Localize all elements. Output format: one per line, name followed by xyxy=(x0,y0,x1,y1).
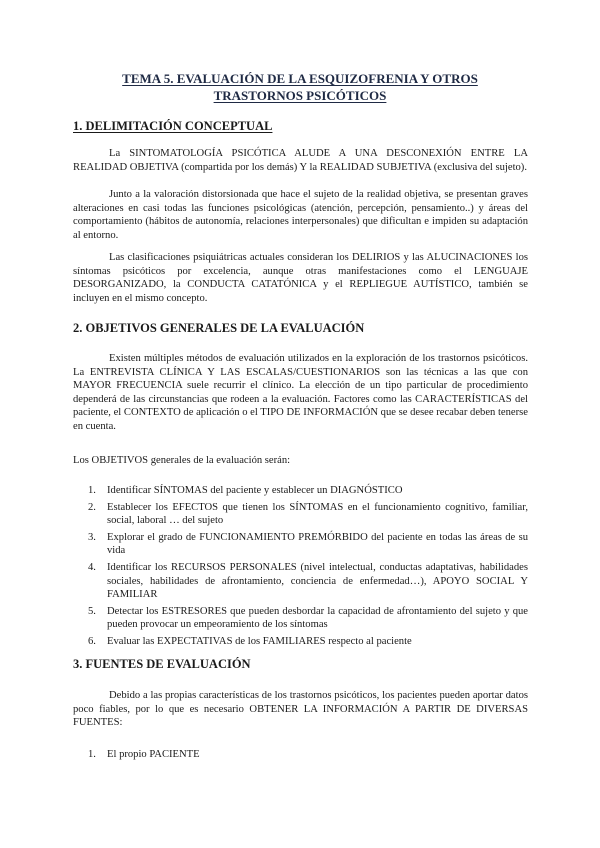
section-3-paragraph: Debido a las propias características de los trastornos psicóticos, los pacientes pueden aportar datos poco fiables, por lo que es necesario OBTENER LA INFORMACIÓN A PARTIR DE DIVERSAS FUENTES: xyxy=(73,690,528,729)
document-title xyxy=(60,70,540,104)
objectives-list xyxy=(73,484,528,652)
list-item: 2. Establecer los EFECTOS que tienen los SÍNTOMAS en el funcionamiento cognitivo, familiar, social, laboral … del sujeto xyxy=(88,501,528,527)
sources-list xyxy=(73,748,528,765)
list-item: 1. El propio PACIENTE xyxy=(88,749,200,760)
list-item: 6. Evaluar las EXPECTATIVAS de los FAMILIARES respecto al paciente xyxy=(88,635,412,647)
title-line-2: TRASTORNOS PSICÓTICOS xyxy=(213,88,387,103)
list-item: 1. Identificar SÍNTOMAS del paciente y establecer un DIAGNÓSTICO xyxy=(88,485,403,496)
title-line-1: TEMA 5. EVALUACIÓN DE LA ESQUIZOFRENIA Y OTROS xyxy=(122,71,478,86)
section-1-paragraph-2: Junto a la valoración distorsionada que hace el sujeto de la realidad objetiva, se presentan graves alteraciones en casi todas las funciones psicológicas (atención, percepción, pensamiento..) y áreas del comportamiento (hábitos de autonomía, relaciones interpersonales) que dificultan e impiden su adaptación al entorno. xyxy=(73,189,528,241)
list-item: 4. Identificar los RECURSOS PERSONALES (nivel intelectual, conductas adaptativas, habilidades sociales, habilidades de afrontamiento, conciencia de enfermedad…), APOYO SOCIAL Y FAMILIAR xyxy=(88,561,528,601)
list-item: 5. Detectar los ESTRESORES que pueden desbordar la capacidad de afrontamiento del sujeto y que pueden provocar un empeoramiento de los síntomas xyxy=(88,605,528,631)
objectives-intro: Los OBJETIVOS generales de la evaluación serán: xyxy=(73,455,291,466)
section-3-heading: 3. FUENTES DE EVALUACIÓN xyxy=(73,657,251,671)
section-2-paragraph: Existen múltiples métodos de evaluación utilizados en la exploración de los trastornos psicóticos. La ENTREVISTA CLÍNICA Y LAS ESCALAS/CUESTIONARIOS son las técnicas a las que con MAYOR FRECUENCIA suele recurrir el clínico. La elección de un tipo particular de procedimiento dependerá de las circunstancias que rodeen a la evaluación. Factores como las CARACTERÍSTICAS del paciente, el CONTEXTO de aplicación o el TIPO DE INFORMACIÓN que se desee recabar deben tenerse en cuenta. xyxy=(73,353,528,432)
list-item: 3. Explorar el grado de FUNCIONAMIENTO PREMÓRBIDO del paciente en todas las áreas de su vida xyxy=(88,531,528,557)
section-1-paragraph-1: La SINTOMATOLOGÍA PSICÓTICA ALUDE A UNA DESCONEXIÓN ENTRE LA REALIDAD OBJETIVA (compartida por los demás) Y la REALIDAD SUBJETIVA (exclusiva del sujeto). xyxy=(73,148,528,173)
section-1-heading: 1. DELIMITACIÓN CONCEPTUAL xyxy=(73,119,273,133)
section-1-paragraph-3: Las clasificaciones psiquiátricas actuales consideran los DELIRIOS y las ALUCINACIONES los síntomas psicóticos por excelencia, aunque otras manifestaciones como el LENGUAJE DESORGANIZADO, la CONDUCTA CATATÓNICA y el REPLIEGUE AUTÍSTICO, también se incluyen en el mismo concepto. xyxy=(73,252,528,304)
section-2-heading: 2. OBJETIVOS GENERALES DE LA EVALUACIÓN xyxy=(73,321,365,335)
